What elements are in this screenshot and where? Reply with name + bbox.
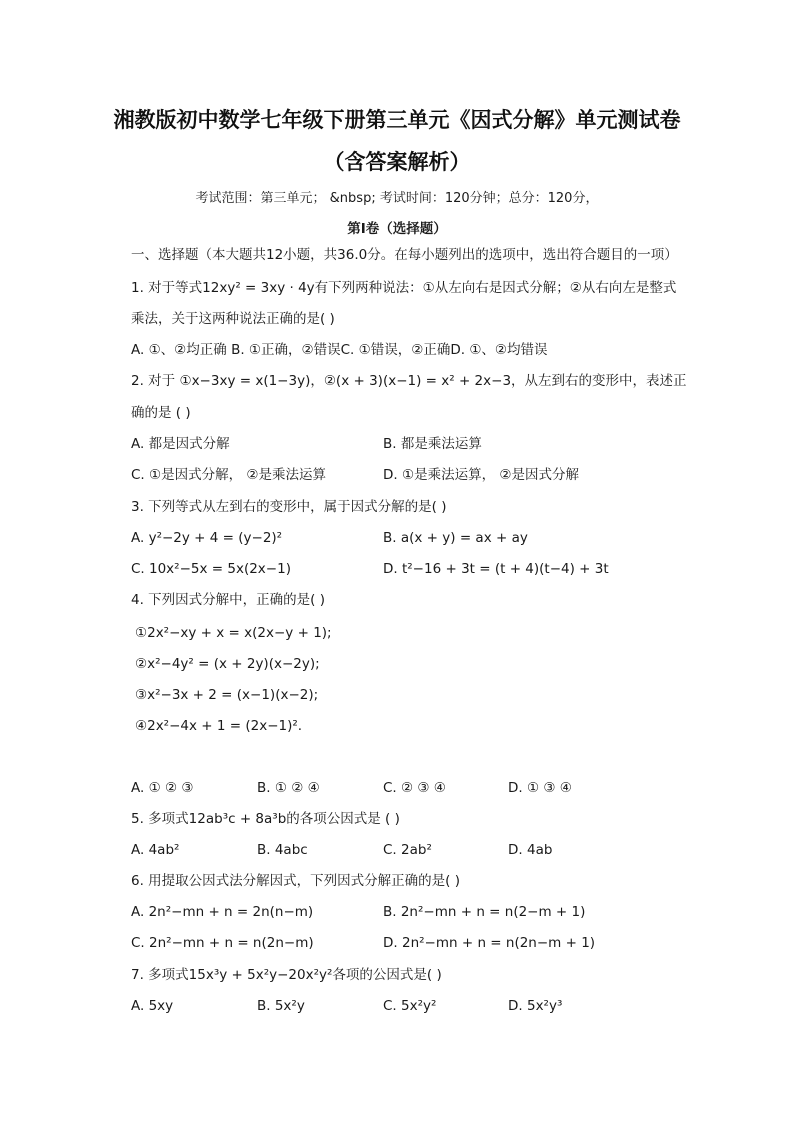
question-4-stem: 4. 下列因式分解中，正确的是( ) [131,592,325,608]
question-3-option-d: D. t²−16 + 3t = (t + 4)(t−4) + 3t [383,561,609,577]
question-1-options: A. ①、②均正确 B. ①正确，②错误C. ①错误，②正确D. ①、②均错误 [131,342,548,358]
question-5-option-b: B. 4abc [257,842,308,858]
question-5-option-c: C. 2ab² [383,842,432,858]
question-4-option-a: A. ① ② ③ [131,780,194,796]
question-7-stem: 7. 多项式15x³y + 5x²y−20x²y²各项的公因式是( ) [131,967,442,983]
question-4-item-4: ④2x²−4x + 1 = (2x−1)². [135,718,303,734]
question-4-option-c: C. ② ③ ④ [383,780,446,796]
question-5-option-a: A. 4ab² [131,842,180,858]
question-2-option-c: C. ①是因式分解， ②是乘法运算 [131,467,327,483]
exam-info: 考试范围：第三单元； &nbsp; 考试时间：120分钟；总分：120分， [195,191,599,206]
question-3-option-b: B. a(x + y) = ax + ay [383,530,528,546]
question-5-stem: 5. 多项式12ab³c + 8a³b的各项公因式是 ( ) [131,811,400,827]
volume-label: 第Ⅰ卷（选择题） [347,221,447,237]
question-1-line1: 1. 对于等式12xy² = 3xy · 4y有下列两种说法：①从左向右是因式分解；②从右向左是整式 [131,280,677,296]
question-4-item-2: ②x²−4y² = (x + 2y)(x−2y); [135,656,320,672]
question-7-option-c: C. 5x²y² [383,998,437,1014]
question-3-option-a: A. y²−2y + 4 = (y−2)² [131,530,283,546]
question-6-stem: 6. 用提取公因式法分解因式，下列因式分解正确的是( ) [131,873,460,889]
question-4-option-d: D. ① ③ ④ [508,780,572,796]
question-6-option-c: C. 2n²−mn + n = n(2n−m) [131,935,314,951]
exam-title: 湘教版初中数学七年级下册第三单元《因式分解》单元测试卷 [113,107,681,132]
question-5-option-d: D. 4ab [508,842,553,858]
question-7-option-b: B. 5x²y [257,998,305,1014]
section-header: 一、选择题（本大题共12小题，共36.0分。在每小题列出的选项中，选出符合题目的一项） [131,247,678,263]
question-2-option-a: A. 都是因式分解 [131,436,230,452]
question-2-line1: 2. 对于 ①x−3xy = x(1−3y)，②(x + 3)(x−1) = x² + 2x−3，从左到右的变形中，表述正 [131,373,687,389]
question-3-stem: 3. 下列等式从左到右的变形中，属于因式分解的是( ) [131,499,447,515]
question-6-option-d: D. 2n²−mn + n = n(2n−m + 1) [383,935,596,951]
question-6-option-b: B. 2n²−mn + n = n(2−m + 1) [383,904,586,920]
question-7-option-a: A. 5xy [131,998,174,1014]
question-2-option-b: B. 都是乘法运算 [383,436,482,452]
question-4-item-3: ③x²−3x + 2 = (x−1)(x−2); [135,687,319,703]
question-7-option-d: D. 5x²y³ [508,998,563,1014]
question-2-option-d: D. ①是乘法运算， ②是因式分解 [383,467,579,483]
question-2-line2: 确的是 ( ) [131,405,191,421]
exam-subtitle: （含答案解析） [323,149,471,174]
question-4-item-1: ①2x²−xy + x = x(2x−y + 1); [135,625,332,641]
question-4-option-b: B. ① ② ④ [257,780,320,796]
question-6-option-a: A. 2n²−mn + n = 2n(n−m) [131,904,314,920]
question-3-option-c: C. 10x²−5x = 5x(2x−1) [131,561,291,577]
question-1-line2: 乘法，关于这两种说法正确的是( ) [131,311,335,327]
